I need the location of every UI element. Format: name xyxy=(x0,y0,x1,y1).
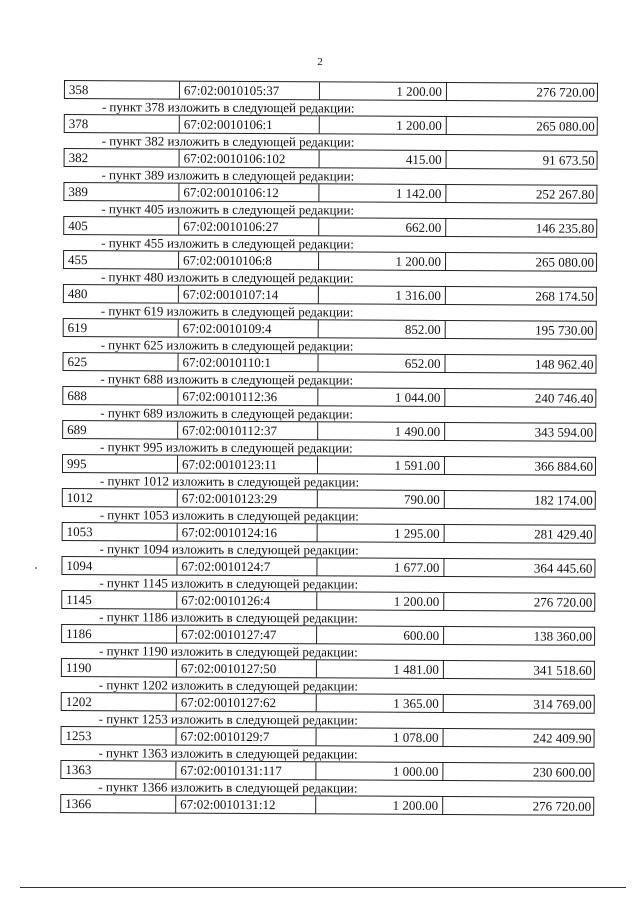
amendment-line: - пункт 1145 изложить в следующей редакции: xyxy=(99,575,359,592)
amendment-line: - пункт 619 изложить в следующей редакции: xyxy=(100,303,354,320)
cadastral-value-cell: 265 080.00 xyxy=(446,117,599,135)
cadastral-value-cell: 276 720.00 xyxy=(442,797,595,815)
cadastral-number-cell: 67:02:0010127:50 xyxy=(176,660,316,678)
cadastral-number-cell: 67:02:0010123:29 xyxy=(177,490,317,508)
amendment-line: - пункт 995 изложить в следующей редакции: xyxy=(100,439,353,456)
amendment-line: - пункт 1094 изложить в следующей редакции: xyxy=(99,541,359,558)
item-number-cell: 689 xyxy=(67,422,87,438)
amendment-line: - пункт 1186 изложить в следующей редакции: xyxy=(99,609,358,626)
area-cell: 1 316.00 xyxy=(318,286,445,304)
cadastral-number-cell: 67:02:0010127:47 xyxy=(176,626,316,644)
cadastral-value-cell: 195 730.00 xyxy=(445,321,598,339)
area-cell: 1 481.00 xyxy=(316,660,443,678)
item-number-cell: 382 xyxy=(68,150,89,166)
cadastral-number-cell: 67:02:0010107:14 xyxy=(178,286,318,304)
amendment-line: - пункт 1053 изложить в следующей редакции: xyxy=(99,507,359,524)
cadastral-value-cell: 276 720.00 xyxy=(446,83,599,101)
cadastral-number-cell: 67:02:0010129:7 xyxy=(176,728,316,746)
item-number-cell: 378 xyxy=(68,116,89,132)
amendment-line: - пункт 480 изложить в следующей редакции: xyxy=(100,269,354,286)
cadastral-value-cell: 276 720.00 xyxy=(443,593,596,611)
amendment-line: - пункт 389 изложить в следующей редакции: xyxy=(101,167,355,184)
area-cell: 852.00 xyxy=(318,320,445,338)
cadastral-value-cell: 265 080.00 xyxy=(445,253,598,271)
document-body xyxy=(60,80,598,816)
cadastral-number-cell: 67:02:0010127:62 xyxy=(176,694,316,712)
cadastral-value-cell: 281 429.40 xyxy=(444,525,597,543)
area-cell: 1 142.00 xyxy=(318,184,445,202)
item-number-cell: 1094 xyxy=(66,558,93,574)
cadastral-value-cell: 182 174.00 xyxy=(444,491,597,509)
item-number-cell: 688 xyxy=(67,388,87,404)
item-number-cell: 1145 xyxy=(66,592,92,608)
area-cell: 1 365.00 xyxy=(316,694,443,712)
area-cell: 662.00 xyxy=(318,218,445,236)
cadastral-number-cell: 67:02:0010126:4 xyxy=(176,592,316,610)
cadastral-number-cell: 67:02:0010123:11 xyxy=(177,456,317,474)
cadastral-value-cell: 91 673.50 xyxy=(446,151,599,169)
area-cell: 1 000.00 xyxy=(315,762,442,780)
cadastral-value-cell: 252 267.80 xyxy=(445,185,598,203)
area-cell: 600.00 xyxy=(316,626,443,644)
footer-rule xyxy=(20,887,626,888)
cadastral-value-cell: 240 746.40 xyxy=(444,389,597,407)
cadastral-value-cell: 148 962.40 xyxy=(444,355,597,373)
area-cell: 1 200.00 xyxy=(318,252,445,270)
cadastral-value-cell: 146 235.80 xyxy=(445,219,598,237)
area-cell: 790.00 xyxy=(317,490,444,508)
cadastral-value-cell: 138 360.00 xyxy=(443,627,596,645)
area-cell: 1 677.00 xyxy=(316,558,443,576)
area-cell: 1 200.00 xyxy=(316,592,443,610)
area-cell: 1 078.00 xyxy=(316,728,443,746)
amendment-line: - пункт 1202 изложить в следующей редакции: xyxy=(98,677,359,694)
item-number-cell: 405 xyxy=(68,218,88,234)
area-cell: 1 044.00 xyxy=(317,388,444,406)
cadastral-number-cell: 67:02:0010106:12 xyxy=(178,184,318,202)
table-row xyxy=(60,794,594,816)
cadastral-number-cell: 67:02:0010112:36 xyxy=(177,388,317,406)
amendment-line: - пункт 405 изложить в следующей редакции: xyxy=(101,201,355,218)
cadastral-number-cell: 67:02:0010106:1 xyxy=(179,116,319,134)
amendment-line: - пункт 1012 изложить в следующей редакции: xyxy=(99,473,360,490)
cadastral-number-cell: 67:02:0010106:102 xyxy=(179,150,319,168)
area-cell: 1 591.00 xyxy=(317,456,444,474)
cadastral-value-cell: 364 445.60 xyxy=(443,559,596,577)
amendment-line: - пункт 625 изложить в следующей редакции: xyxy=(100,337,354,354)
amendment-line: - пункт 688 изложить в следующей редакции: xyxy=(100,371,354,388)
cadastral-number-cell: 67:02:0010105:37 xyxy=(179,82,319,100)
item-number-cell: 358 xyxy=(68,82,89,98)
cadastral-number-cell: 67:02:0010109:4 xyxy=(178,320,318,338)
scan-speck xyxy=(35,567,37,569)
item-number-cell: 995 xyxy=(66,456,87,472)
item-number-cell: 1053 xyxy=(66,524,93,540)
area-cell: 652.00 xyxy=(317,354,444,372)
item-number-cell: 1366 xyxy=(65,796,92,812)
item-number-cell: 1363 xyxy=(65,762,92,778)
cadastral-value-cell: 341 518.60 xyxy=(443,661,596,679)
cadastral-value-cell: 314 769.00 xyxy=(443,695,596,713)
item-number-cell: 1190 xyxy=(65,660,92,676)
amendment-line: - пункт 1190 изложить в следующей редакции: xyxy=(98,643,358,660)
cadastral-number-cell: 67:02:0010131:12 xyxy=(175,796,315,814)
amendment-line: - пункт 455 изложить в следующей редакции: xyxy=(101,235,354,252)
cadastral-value-cell: 343 594.00 xyxy=(444,423,597,441)
page-number: 2 xyxy=(317,56,323,68)
item-number-cell: 455 xyxy=(68,252,88,268)
cadastral-value-cell: 230 600.00 xyxy=(442,763,595,781)
item-number-cell: 625 xyxy=(67,354,88,370)
amendment-line: - пункт 378 изложить в следующей редакции: xyxy=(101,99,355,116)
cadastral-value-cell: 242 409.90 xyxy=(443,729,596,747)
cadastral-number-cell: 67:02:0010124:16 xyxy=(177,524,317,542)
area-cell: 1 490.00 xyxy=(317,422,444,440)
area-cell: 1 200.00 xyxy=(319,116,446,134)
item-number-cell: 619 xyxy=(67,320,88,336)
cadastral-value-cell: 268 174.50 xyxy=(445,287,598,305)
cadastral-number-cell: 67:02:0010112:37 xyxy=(177,422,317,440)
cadastral-value-cell: 366 884.60 xyxy=(444,457,597,475)
amendment-line: - пункт 689 изложить в следующей редакции: xyxy=(100,405,354,422)
amendment-line: - пункт 382 изложить в следующей редакции: xyxy=(101,133,355,150)
area-cell: 1 200.00 xyxy=(319,82,446,100)
cadastral-number-cell: 67:02:0010131:117 xyxy=(175,762,315,780)
item-number-cell: 389 xyxy=(68,184,88,200)
item-number-cell: 1186 xyxy=(66,626,92,642)
area-cell: 1 200.00 xyxy=(315,796,442,814)
item-number-cell: 1012 xyxy=(66,490,93,506)
cadastral-number-cell: 67:02:0010106:8 xyxy=(178,252,318,270)
area-cell: 415.00 xyxy=(319,150,446,168)
amendment-line: - пункт 1363 изложить в следующей редакции: xyxy=(98,745,358,762)
area-cell: 1 295.00 xyxy=(317,524,444,542)
item-number-cell: 1253 xyxy=(65,728,92,744)
cadastral-number-cell: 67:02:0010110:1 xyxy=(177,354,317,372)
cadastral-number-cell: 67:02:0010106:27 xyxy=(178,218,318,236)
amendment-line: - пункт 1366 изложить в следующей редакции: xyxy=(98,779,358,796)
item-number-cell: 480 xyxy=(67,286,88,302)
item-number-cell: 1202 xyxy=(65,694,92,710)
cadastral-number-cell: 67:02:0010124:7 xyxy=(176,558,316,576)
amendment-line: - пункт 1253 изложить в следующей редакции: xyxy=(98,711,358,728)
